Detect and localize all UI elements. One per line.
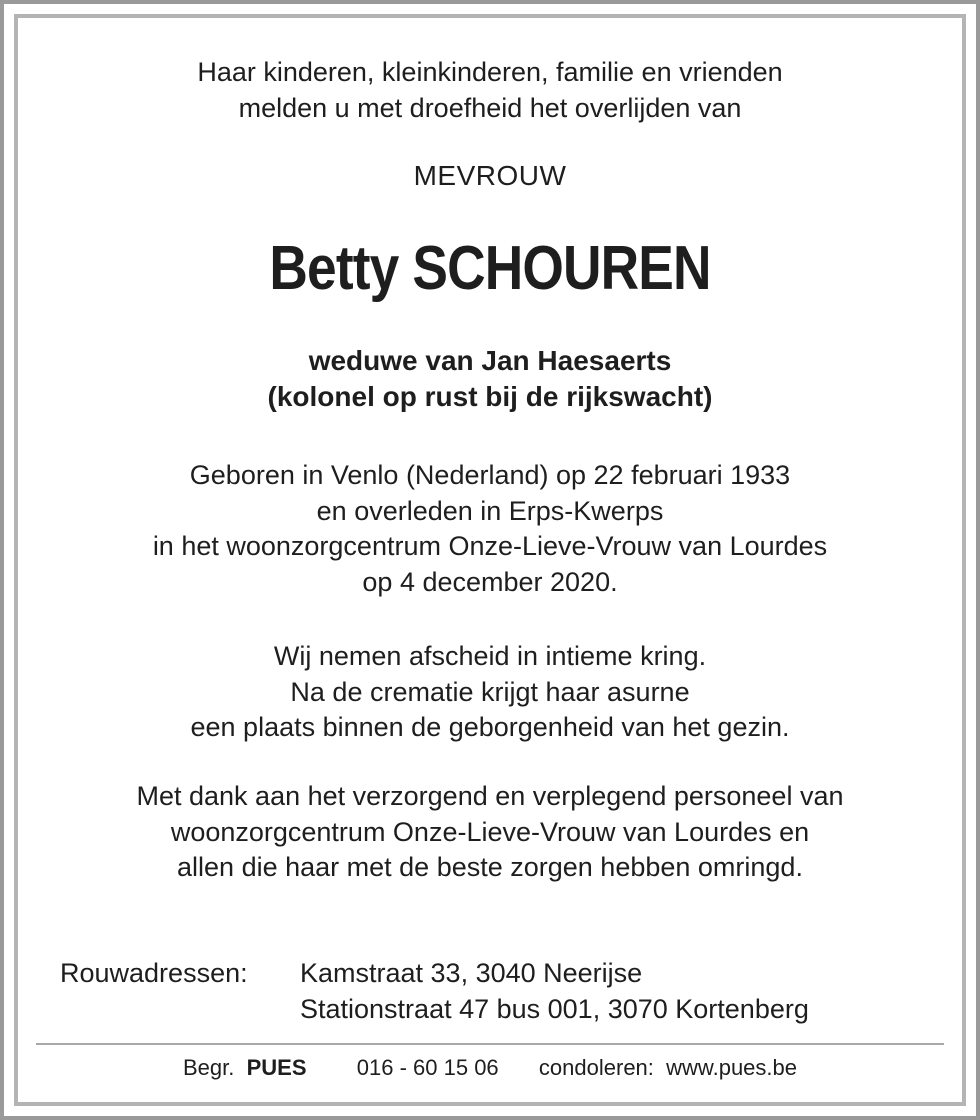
spouse-info <box>0 343 980 415</box>
thanks-line-3: allen die haar met de beste zorgen hebben omringd. <box>177 852 803 882</box>
condolence-label: condoleren: <box>538 1055 661 1080</box>
condolence-website[interactable]: www.pues.be <box>666 1055 797 1080</box>
address-line-1: Kamstraat 33, 3040 Neerijse <box>300 958 643 988</box>
birth-death-info <box>0 458 980 600</box>
addresses-label: Rouwadressen: <box>60 958 248 988</box>
intro-line-2: melden u met droefheid het overlijden van <box>238 93 742 123</box>
farewell-text <box>0 639 980 746</box>
thanks-line-2: woonzorgcentrum Onze-Lieve-Vrouw van Lourdes en <box>170 816 810 847</box>
birth-line-1: Geboren in Venlo (Nederland) op 22 februari 1933 <box>189 460 791 490</box>
farewell-line-2: Na de crematie krijgt haar asurne <box>290 676 690 707</box>
intro-line-1: Haar kinderen, kleinkinderen, familie en vrienden <box>197 57 783 87</box>
thanks-line-1: Met dank aan het verzorgend en verplegend personeel van <box>136 781 844 811</box>
funeral-home-phone: 016 - 60 15 06 <box>356 1055 499 1080</box>
farewell-line-3: een plaats binnen de geborgenheid van het gezin. <box>190 712 790 742</box>
thanks-text <box>0 779 980 886</box>
spouse-line-1: weduwe van Jan Haesaerts <box>308 345 672 376</box>
footer-divider <box>36 1043 944 1045</box>
address-line-2: Stationstraat 47 bus 001, 3070 Kortenberg <box>300 994 809 1024</box>
birth-line-4: op 4 december 2020. <box>362 566 618 597</box>
farewell-line-1: Wij nemen afscheid in intieme kring. <box>273 641 707 671</box>
funeral-home-footer <box>0 1054 980 1082</box>
birth-line-2: en overleden in Erps-Kwerps <box>316 495 664 526</box>
intro-text <box>0 54 980 126</box>
funeral-prefix: Begr. <box>182 1055 241 1080</box>
honorific-title: MEVROUW <box>413 160 567 191</box>
funeral-home-name: PUES <box>246 1055 307 1080</box>
birth-line-3: in het woonzorgcentrum Onze-Lieve-Vrouw van Lourdes <box>152 531 828 561</box>
spouse-line-2: (kolonel op rust bij de rijkswacht) <box>267 381 713 412</box>
deceased-name: Betty SCHOUREN <box>269 234 711 303</box>
